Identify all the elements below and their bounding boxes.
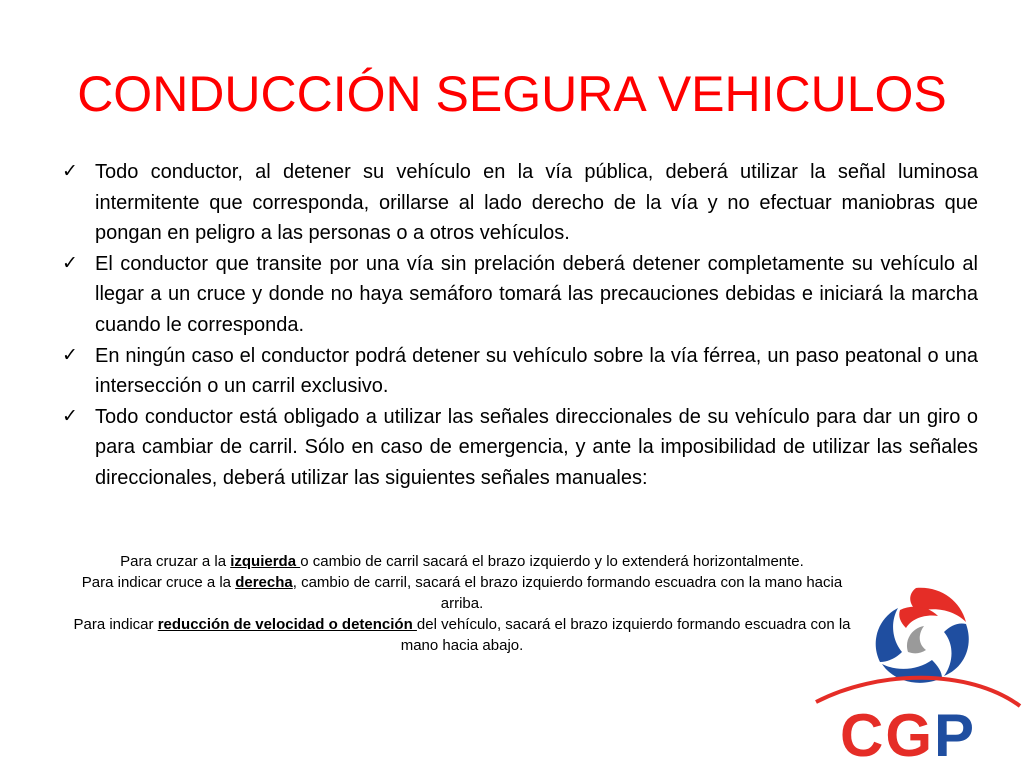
cgp-logo-graphic <box>808 582 1024 768</box>
bullet-text: Todo conductor, al detener su vehículo en la vía pública, deberá utilizar la señal luminosa intermitente que corresponda, orillarse al lado derecho de la vía y no efectuar maniobras que pongan en peligro a las personas o a otros vehículos. <box>95 161 978 245</box>
bullet-item <box>62 341 978 402</box>
signal-right-emphasis: derecha <box>235 574 293 591</box>
signal-stop-paragraph <box>62 614 862 656</box>
bullet-text: El conductor que transite por una vía sin prelación deberá detener completamente su vehículo al llegar a un cruce y donde no haya semáforo tomará las precauciones debidas e iniciará la marcha cuando le corresponda. <box>95 252 978 336</box>
check-mark-icon: ✓ <box>62 252 78 274</box>
slide-title: CONDUCCIÓN SEGURA VEHICULOS <box>77 66 947 122</box>
signal-stop-rest: del vehículo, sacará el brazo izquierdo formando escuadra con la mano hacia abajo. <box>400 616 851 654</box>
signal-stop-lead: Para indicar <box>73 616 158 633</box>
check-mark-icon: ✓ <box>62 344 78 366</box>
signal-left-lead: Para cruzar a la <box>120 553 231 570</box>
signal-left-paragraph <box>62 551 862 572</box>
bullet-item <box>62 249 978 341</box>
signal-right-lead: Para indicar cruce a la <box>81 574 236 591</box>
bullet-text: En ningún caso el conductor podrá detener su vehículo sobre la vía férrea, un paso peatonal o una intersección o un carril exclusivo. <box>95 344 978 398</box>
bullet-list <box>62 157 978 494</box>
signal-left-emphasis: izquierda <box>230 553 301 570</box>
logo-wordmark: CGP <box>840 702 977 768</box>
bullet-text: Todo conductor está obligado a utilizar las señales direccionales de su vehículo para dar un giro o para cambiar de carril. Sólo en caso de emergencia, y ante la imposibilidad de utilizar las señales direccionales, deberá utilizar las siguientes señales manuales: <box>95 405 978 489</box>
swirl-emblem <box>876 588 969 683</box>
cgp-logo <box>808 582 1024 768</box>
signal-left-rest: o cambio de carril sacará el brazo izquierdo y lo extenderá horizontalmente. <box>300 553 804 570</box>
bullet-item <box>62 402 978 494</box>
signal-right-paragraph <box>62 572 862 614</box>
signal-right-rest: , cambio de carril, sacará el brazo izquierdo formando escuadra con la mano hacia arriba. <box>292 574 843 612</box>
manual-signals-block <box>62 551 862 656</box>
check-mark-icon: ✓ <box>62 161 78 182</box>
check-mark-icon: ✓ <box>62 405 78 427</box>
signal-stop-emphasis: reducción de velocidad o detención <box>157 616 417 633</box>
bullet-item <box>62 157 978 249</box>
